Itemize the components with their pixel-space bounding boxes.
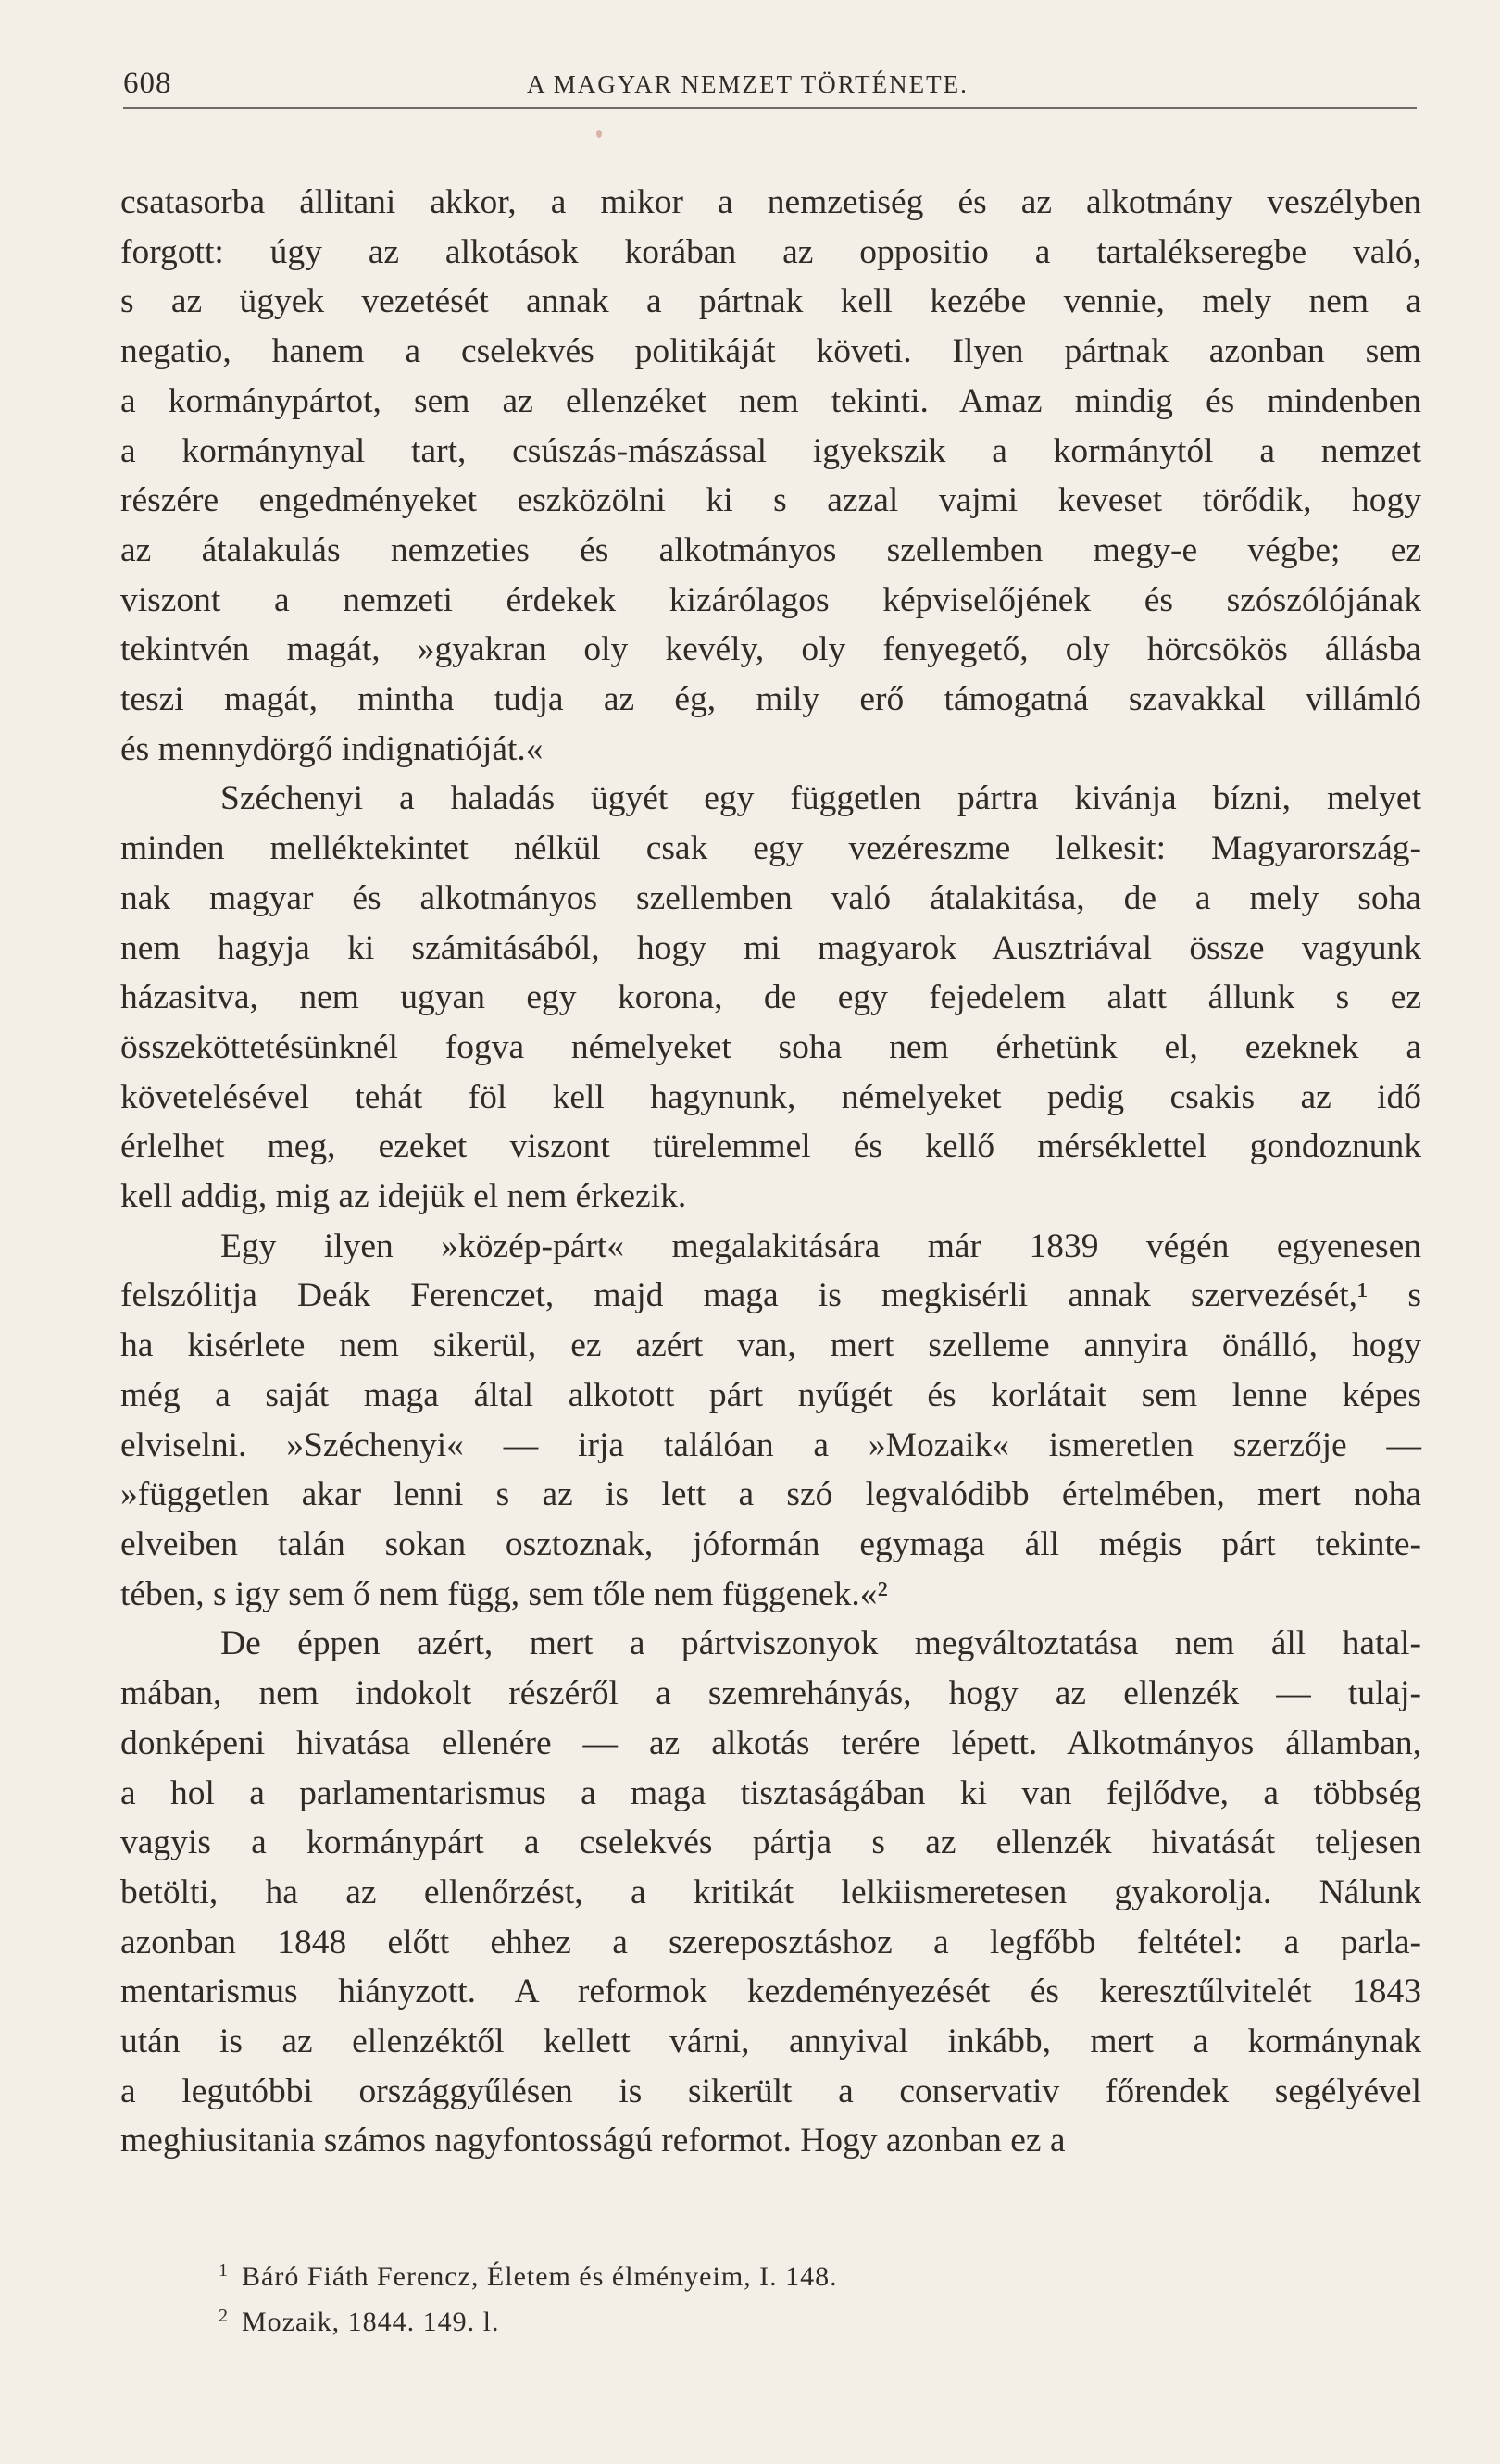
text-line: csatasorba állitani akkor, a mikor a nemzetiség és az alkotmány veszélyben — [120, 183, 1421, 221]
text-line: donképeni hivatása ellenére — az alkotás terére lépett. Alkotmányos államban, — [120, 1724, 1421, 1762]
text-line: házasitva, nem ugyan egy korona, de egy fejedelem alatt állunk s ez — [120, 978, 1421, 1017]
text-line: követelésével tehát föl kell hagynunk, némelyeket pedig csakis az idő — [120, 1077, 1421, 1116]
text-line: meghiusitania számos nagyfontosságú reformot. Hogy azonban ez a — [120, 2122, 1066, 2160]
text-line: összeköttetésünknél fogva némelyeket soha nem érhetünk el, ezeknek a — [120, 1027, 1421, 1066]
text-line: De éppen azért, mert a pártviszonyok megváltoztatása nem áll hatal- — [220, 1624, 1421, 1663]
text-line: azonban 1848 előtt ehhez a szereposztáshoz a legfőbb feltétel: a parla- — [120, 1923, 1421, 1961]
text-line: nak magyar és alkotmányos szellemben való átalakitása, de a mely soha — [120, 878, 1421, 917]
running-head: A MAGYAR NEMZET TÖRTÉNETE. — [527, 70, 969, 98]
text-line: tekintvén magát, »gyakran oly kevély, oly fenyegető, oly hörcsökös állásba — [120, 630, 1421, 669]
text-line: s az ügyek vezetését annak a pártnak kell kezébe vennie, mely nem a — [120, 282, 1421, 321]
text-line: és mennydörgő indignatióját.« — [120, 729, 544, 768]
footnote — [219, 2296, 838, 2342]
text-line: érlelhet meg, ezeket viszont türelemmel és kellő mérséklettel gondoznunk — [120, 1127, 1421, 1166]
text-line: mában, nem indokolt részéről a szemrehányás, hogy az ellenzék — tulaj- — [120, 1674, 1421, 1713]
body-text — [120, 178, 1421, 2166]
text-line: után is az ellenzéktől kellett várni, annyival inkább, mert a kormánynak — [120, 2022, 1421, 2061]
text-line: elviselni. »Széchenyi« — irja találóan a »Mozaik« ismeretlen szerzője — — [120, 1425, 1421, 1464]
footnotes — [219, 2251, 838, 2342]
footnote-marker: 2 — [219, 2306, 229, 2326]
text-line: tében, s igy sem ő nem függ, sem tőle nem függenek.«² — [120, 1574, 888, 1613]
text-line: a kormánynyal tart, csúszás-mászással igyekszik a kormánytól a nemzet — [120, 431, 1421, 470]
text-line: részére engedményeket eszközölni ki s azzal vajmi keveset törődik, hogy — [120, 481, 1421, 520]
text-line: az átalakulás nemzeties és alkotmányos szellemben megy-e végbe; ez — [120, 530, 1421, 569]
footnote-marker: 1 — [219, 2260, 229, 2281]
text-line: teszi magát, mintha tudja az ég, mily erő támogatná szavakkal villámló — [120, 680, 1421, 719]
page-header — [123, 67, 1417, 109]
page-number: 608 — [123, 67, 172, 100]
text-line: a hol a parlamentarismus a maga tisztaságában ki van fejlődve, a többség — [120, 1773, 1421, 1812]
text-line: viszont a nemzeti érdekek kizárólagos képviselőjének és szószólójának — [120, 580, 1421, 619]
footnote-text: Mozaik, 1844. 149. l. — [242, 2307, 500, 2337]
footnote — [219, 2251, 838, 2296]
text-line: nem hagyja ki számitásából, hogy mi magyarok Ausztriával össze vagyunk — [120, 928, 1421, 967]
text-line: még a saját maga által alkotott párt nyűgét és korlátait sem lenne képes — [120, 1375, 1421, 1414]
print-speck — [596, 130, 602, 138]
text-line: a kormánypártot, sem az ellenzéket nem tekinti. Amaz mindig és mindenben — [120, 381, 1421, 420]
text-line: felszólitja Deák Ferenczet, majd maga is megkisérli annak szervezését,¹ s — [120, 1276, 1421, 1315]
text-line: Egy ilyen »közép-párt« megalakitására már 1839 végén egyenesen — [220, 1226, 1421, 1265]
footnote-text: Báró Fiáth Ferencz, Életem és élményeim, I. 148. — [242, 2261, 838, 2292]
text-line: mentarismus hiányzott. A reformok kezdeményezését és keresztűlvitelét 1843 — [120, 1972, 1421, 2011]
text-line: negatio, hanem a cselekvés politikáját követi. Ilyen pártnak azonban sem — [120, 332, 1421, 371]
text-line: a legutóbbi országgyűlésen is sikerült a conservativ főrendek segélyével — [120, 2072, 1421, 2110]
text-line: »független akar lenni s az is lett a szó legvalódibb értelmében, mert noha — [120, 1475, 1421, 1514]
text-line: ha kisérlete nem sikerül, ez azért van, mert szelleme annyira önálló, hogy — [120, 1326, 1421, 1365]
text-line: Széchenyi a haladás ügyét egy független pártra kivánja bízni, melyet — [220, 779, 1421, 818]
text-line: elveiben talán sokan osztoznak, jóformán egymaga áll mégis párt tekinte- — [120, 1524, 1421, 1563]
text-line: minden melléktekintet nélkül csak egy vezéreszme lelkesit: Magyarország- — [120, 829, 1421, 868]
text-line: betölti, ha az ellenőrzést, a kritikát lelkiismeretesen gyakorolja. Nálunk — [120, 1873, 1421, 1911]
text-line: vagyis a kormánypárt a cselekvés pártja s az ellenzék hivatását teljesen — [120, 1823, 1421, 1862]
text-line: kell addig, mig az idejük el nem érkezik. — [120, 1177, 687, 1216]
text-line: forgott: úgy az alkotások korában az oppositio a tartalékseregbe való, — [120, 232, 1421, 271]
